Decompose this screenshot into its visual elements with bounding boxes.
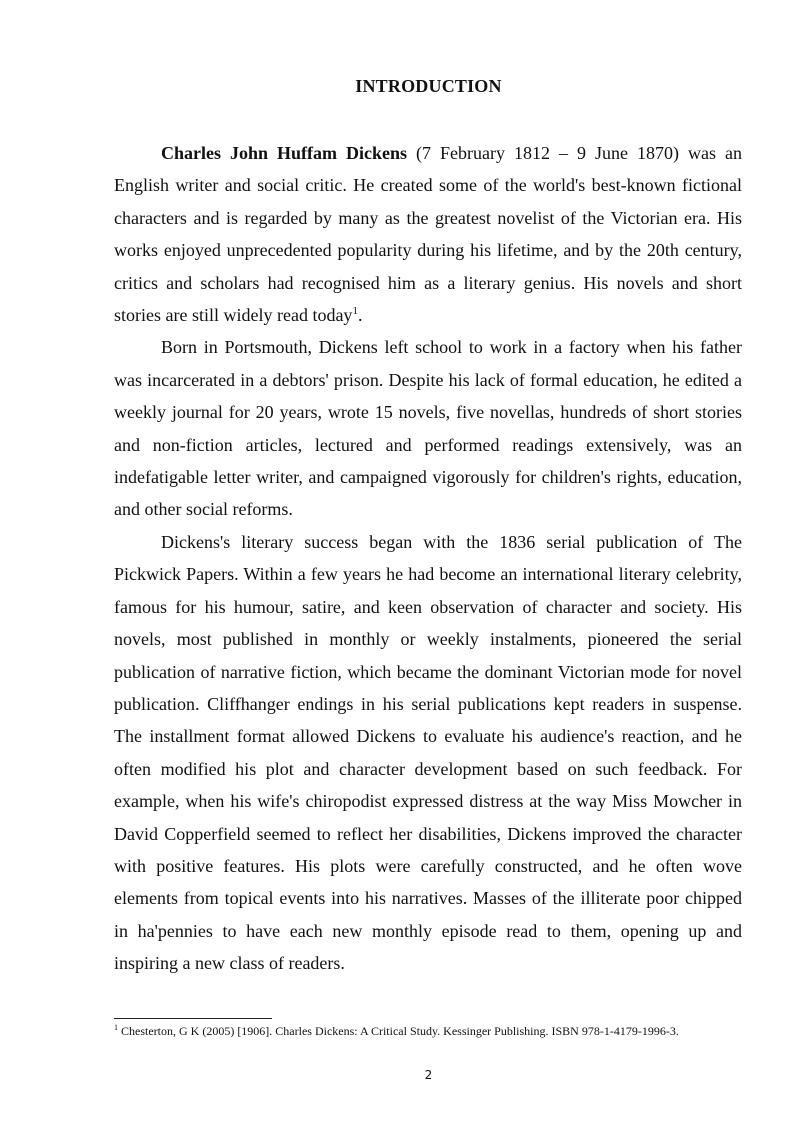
paragraph-1-text: (7 February 1812 – 9 June 1870) was an English writer and social critic. He created some of the world's best-known fictional characters and is regarded by many as the greatest novelist of the Victorian era. His works enjoyed unprecedented popularity during his lifetime, and by the 20th century, critics and scholars had recognised him as a literary genius. His novels and short stories are still widely read today [114, 143, 742, 326]
paragraph-2: Born in Portsmouth, Dickens left school to work in a factory when his father was incarcerated in a debtors' prison. Despite his lack of formal education, he edited a weekly journal for 20 years, wrote 15 novels, five novellas, hundreds of short stories and non-fiction articles, lectured and performed readings extensively, was an indefatigable letter writer, and campaigned vigorously for children's rights, education, and other social reforms. [114, 337, 742, 520]
page-number: 2 [424, 1068, 433, 1082]
section-heading: INTRODUCTION [355, 76, 502, 96]
paragraph-1-tail: . [357, 305, 363, 326]
footnote-text: Chesterton, G K (2005) [1906]. Charles Dickens: A Critical Study. Kessinger Publishing. ISBN 978-1-4179-1996-3. [118, 1024, 679, 1038]
footnote-mark: 1 [114, 1023, 118, 1032]
footnote-separator [114, 1018, 272, 1019]
paragraph-1 [114, 137, 742, 331]
footnote-reference[interactable]: 1 [352, 305, 358, 318]
body-text [114, 137, 742, 980]
paragraph-3: Dickens's literary success began with the 1836 serial publication of The Pickwick Papers. Within a few years he had become an international literary celebrity, famous for his humour, satire, and keen observation of character and society. His novels, most published in monthly or weekly instalments, pioneered the serial publication of narrative fiction, which became the dominant Victorian mode for novel publication. Cliffhanger endings in his serial publications kept readers in suspense. The installment format allowed Dickens to evaluate his audience's reaction, and he often modified his plot and character development based on such feedback. For example, when his wife's chiropodist expressed distress at the way Miss Mowcher in David Copperfield seemed to reflect her disabilities, Dickens improved the character with positive features. His plots were carefully constructed, and he often wove elements from topical events into his narratives. Masses of the illiterate poor chipped in ha'pennies to have each new monthly episode read to them, opening up and inspiring a new class of readers. [114, 531, 742, 974]
footnote [114, 1023, 742, 1040]
author-full-name: Charles John Huffam Dickens [161, 143, 408, 163]
